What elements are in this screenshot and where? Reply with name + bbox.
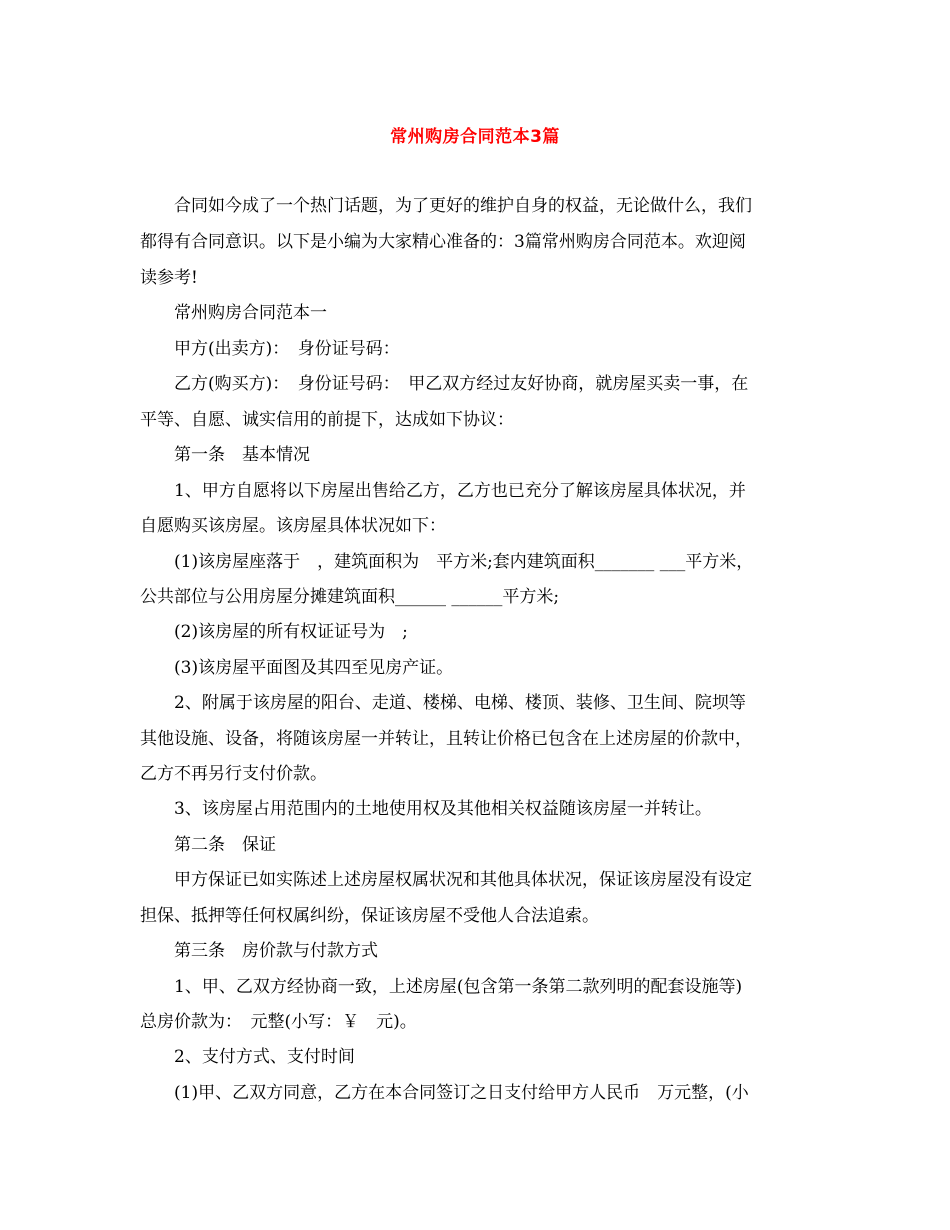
body-line: 平等、自愿、诚实信用的前提下，达成如下协议： (140, 410, 514, 430)
body-line: 第二条 保证 (140, 835, 276, 855)
body-line: 读参考! (140, 268, 198, 288)
body-line: 乙方不再另行支付价款。 (140, 764, 327, 784)
document-title: 常州购房合同范本3篇 (390, 127, 560, 147)
body-line: (2)该房屋的所有权证证号为 ; (140, 622, 408, 642)
body-line: 2、附属于该房屋的阳台、走道、楼梯、电梯、楼顶、装修、卫生间、院坝等 (140, 693, 746, 713)
body-line: 第一条 基本情况 (140, 445, 310, 465)
body-line: 公共部位与公用房屋分摊建筑面积______ ______平方米; (140, 587, 560, 607)
body-line: 甲方保证已如实陈述上述房屋权属状况和其他具体状况，保证该房屋没有设定 (140, 870, 752, 890)
body-line: 合同如今成了一个热门话题，为了更好的维护自身的权益，无论做什么，我们 (140, 196, 752, 216)
body-line: (1)甲、乙双方同意，乙方在本合同签订之日支付给甲方人民币 万元整，(小 (140, 1083, 749, 1103)
body-line: 担保、抵押等任何权属纠纷，保证该房屋不受他人合法追索。 (140, 906, 599, 926)
body-line: 1、甲、乙双方经协商一致，上述房屋(包含第一条第二款列明的配套设施等) (140, 977, 743, 997)
body-line: 甲方(出卖方)： 身份证号码： (140, 339, 400, 359)
body-line: 第三条 房价款与付款方式 (140, 941, 378, 961)
body-line: 3、该房屋占用范围内的土地使用权及其他相关权益随该房屋一并转让。 (140, 799, 712, 819)
body-line: 其他设施、设备，将随该房屋一并转让，且转让价格已包含在上述房屋的价款中， (140, 729, 752, 749)
body-line: 2、支付方式、支付时间 (140, 1047, 355, 1067)
body-line: 都得有合同意识。以下是小编为大家精心准备的：3篇常州购房合同范本。欢迎阅 (140, 232, 746, 252)
body-line: 自愿购买该房屋。该房屋具体状况如下： (140, 516, 446, 536)
body-line: 1、甲方自愿将以下房屋出售给乙方，乙方也已充分了解该房屋具体状况，并 (140, 481, 746, 501)
body-line: 常州购房合同范本一 (140, 303, 327, 323)
body-line: (1)该房屋座落于 ，建筑面积为 平方米;套内建筑面积_______ ___平方米， (140, 552, 754, 572)
body-line: 乙方(购买方)： 身份证号码： 甲乙双方经过友好协商，就房屋买卖一事，在 (140, 374, 749, 394)
body-line: 总房价款为： 元整(小写：￥ 元)。 (140, 1012, 417, 1032)
body-line: (3)该房屋平面图及其四至见房产证。 (140, 658, 454, 678)
